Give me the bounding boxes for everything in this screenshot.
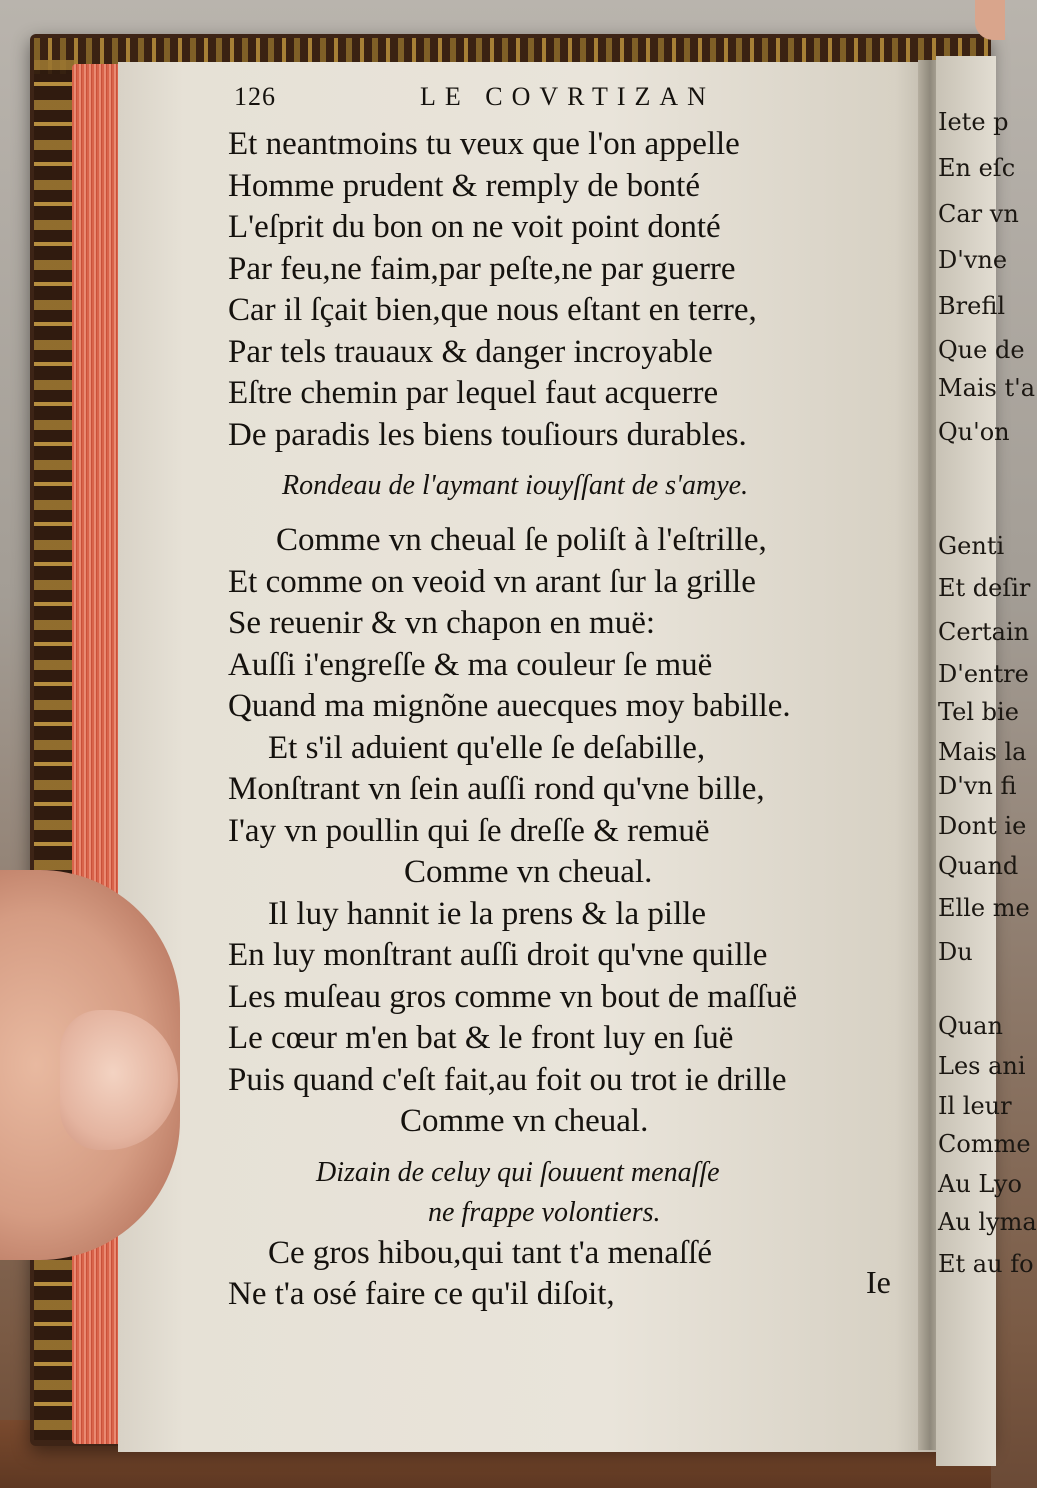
- verse-line: Et neantmoins tu veux que l'on appelle: [228, 126, 740, 162]
- verse-line: De paradis les biens touſiours durables.: [228, 416, 747, 453]
- fingertip: [975, 0, 1005, 40]
- verse-line: Et s'il aduient qu'elle ſe deſabille,: [268, 729, 706, 766]
- facing-fragment: Quan: [938, 1012, 1003, 1040]
- facing-fragment: Au lyma: [938, 1208, 1037, 1236]
- facing-fragment: Les ani: [938, 1052, 1026, 1080]
- rondeau-poem: [228, 520, 928, 1143]
- verse-line: Comme vn cheual ſe poliſt à l'eſtrille,: [276, 522, 767, 558]
- verse-line: Monſtrant vn ſein auſſi rond qu'vne bille,: [228, 771, 765, 807]
- facing-fragment: Certain: [938, 618, 1030, 646]
- page-number: 126: [234, 82, 276, 111]
- facing-fragment: Iete p: [938, 108, 1009, 136]
- verse-line: Par tels trauaux & danger incroyable: [228, 333, 713, 370]
- facing-fragment: Genti: [938, 532, 1005, 560]
- verse-line: Se reuenir & vn chapon en muë:: [228, 605, 656, 641]
- facing-fragment: En eſc: [938, 154, 1016, 182]
- verse-line: Par feu,ne faim,par peſte,ne par guerre: [228, 250, 736, 287]
- facing-fragment: Que de: [938, 336, 1025, 364]
- dizain-heading-cont: ne frappe volontiers.: [428, 1196, 661, 1228]
- facing-fragment: Brefil: [938, 292, 1005, 320]
- facing-fragment: Elle me: [938, 894, 1030, 922]
- facing-fragment: Et deſir: [938, 574, 1031, 602]
- facing-fragment: Quand: [938, 852, 1019, 880]
- verse-line: Et comme on veoid vn arant ſur la grille: [228, 563, 756, 600]
- catchword: Ie: [866, 1264, 891, 1300]
- verse-line: Les muſeau gros comme vn bout de maſſuë: [228, 978, 798, 1015]
- facing-fragment: Il leur: [938, 1092, 1012, 1120]
- verse-line: Car il ſçait bien,que nous eſtant en terre,: [228, 292, 757, 328]
- verse-line: Homme prudent & remply de bonté: [228, 167, 700, 204]
- verse-line: Ne t'a osé faire ce qu'il diſoit,: [228, 1276, 615, 1312]
- verse-line: Puis quand c'eſt fait,au foit ou trot ie drille: [228, 1061, 787, 1098]
- refrain-line: Comme vn cheual.: [400, 1103, 649, 1139]
- dizain-poem: [228, 1233, 928, 1316]
- verse-line: Le cœur m'en bat & le front luy en ſuë: [228, 1020, 734, 1056]
- facing-fragment: Au Lyo: [938, 1170, 1022, 1198]
- verse-line: Eſtre chemin par lequel faut acquerre: [228, 375, 719, 411]
- facing-fragment: Car vn: [938, 200, 1019, 228]
- verse-line: Quand ma mignõne auecques moy babille.: [228, 688, 791, 724]
- facing-fragment: Tel bie: [938, 698, 1019, 726]
- facing-fragment: Dont ie: [938, 812, 1027, 840]
- rondeau-heading: Rondeau de l'aymant iouyſſant de s'amye.: [282, 470, 749, 501]
- running-title: LE COVRTIZAN: [420, 82, 715, 111]
- verse-line: En luy monſtrant auſſi droit qu'vne quille: [228, 937, 768, 973]
- verse-line: I'ay vn poullin qui ſe dreſſe & remuë: [228, 812, 710, 849]
- facing-fragment: D'vn fi: [938, 772, 1017, 800]
- facing-fragment: Mais t'a: [938, 374, 1036, 402]
- facing-fragment: Qu'on: [938, 418, 1010, 446]
- page-text: [228, 82, 928, 1316]
- facing-fragment: Mais la: [938, 738, 1027, 766]
- verse-line: L'eſprit du bon on ne voit point donté: [228, 209, 721, 245]
- facing-fragment: D'vne: [938, 246, 1008, 274]
- poem-stanza: [228, 124, 928, 456]
- running-head: [228, 82, 928, 124]
- facing-fragment: Et au fo: [938, 1250, 1034, 1278]
- verse-line: Il luy hannit ie la prens & la pille: [268, 895, 707, 932]
- verse-line: Ce gros hibou,qui tant t'a menaſſé: [268, 1234, 713, 1271]
- dizain-heading: Dizain de celuy qui ſouuent menaſſe: [316, 1156, 720, 1188]
- facing-fragment: D'entre: [938, 660, 1029, 688]
- refrain-line: Comme vn cheual.: [404, 854, 653, 890]
- facing-fragment: Comme: [938, 1130, 1031, 1158]
- facing-fragment: Du: [938, 938, 973, 966]
- verse-line: Auſſi i'engreſſe & ma couleur ſe muë: [228, 646, 713, 683]
